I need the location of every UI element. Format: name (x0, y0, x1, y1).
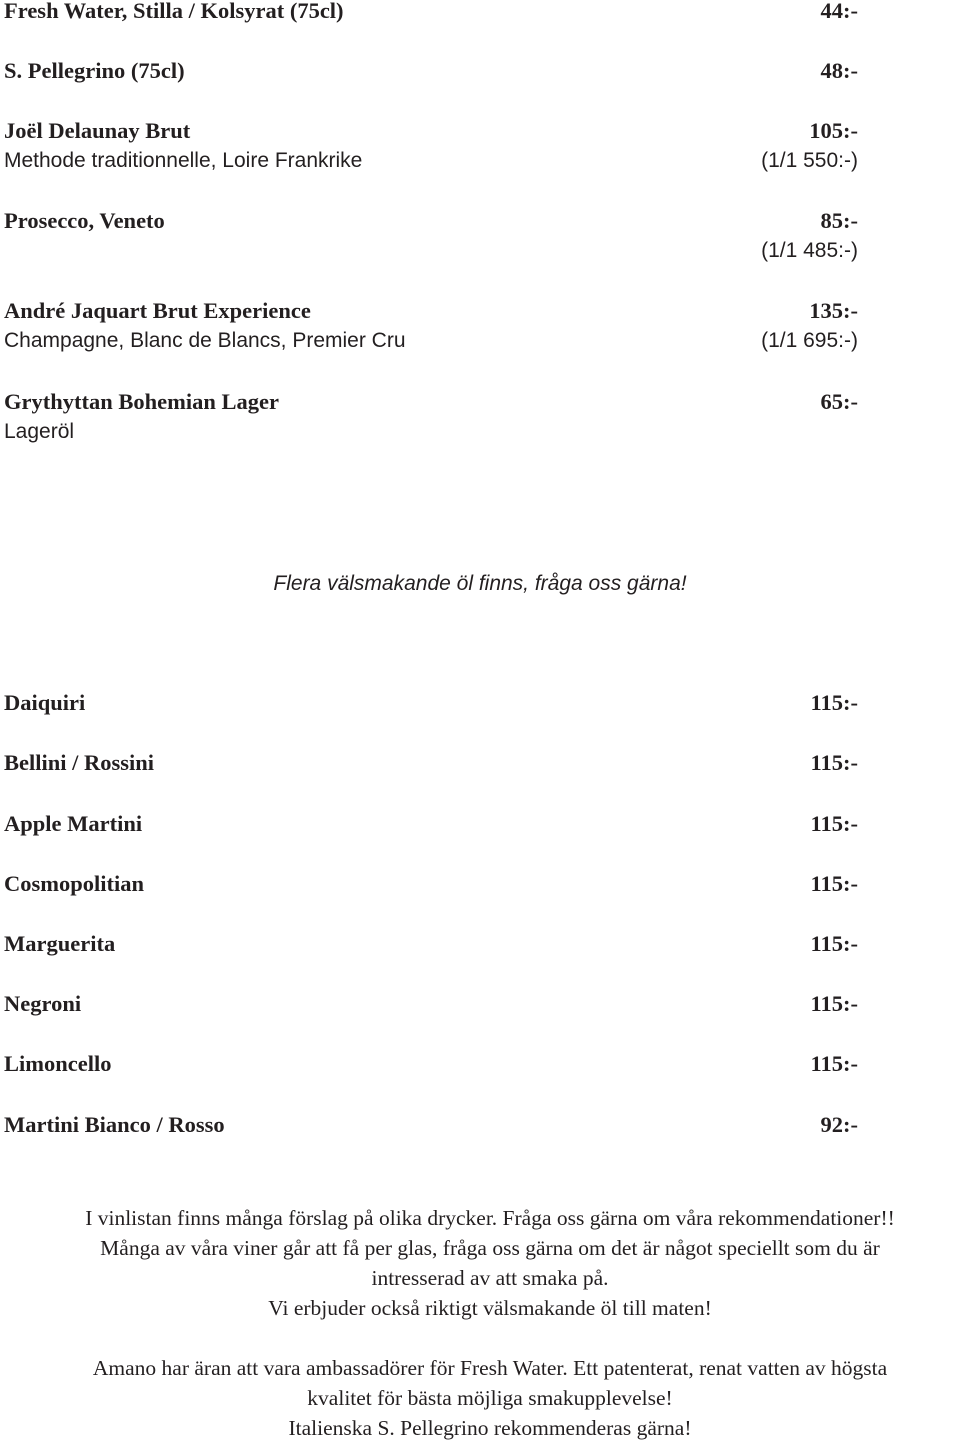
cocktail-row (4, 929, 858, 959)
drink-row (4, 206, 858, 236)
drink-detail-row (4, 236, 858, 266)
cocktail-name: Bellini / Rossini (4, 750, 155, 775)
cocktail-name: Negroni (4, 991, 82, 1016)
drink-row (4, 116, 858, 146)
cocktail-price: 115:- (810, 1051, 858, 1076)
drink-detail-row (4, 417, 858, 447)
drink-detail-row (4, 146, 858, 176)
cocktail-price: 115:- (810, 690, 858, 715)
cocktail-name: Apple Martini (4, 811, 143, 836)
beer-note: Flera välsmakande öl finns, fråga oss gärna! (273, 572, 687, 595)
wine-info-line: I vinlistan finns många förslag på olika drycker. Fråga oss gärna om våra rekommendationer!! (85, 1206, 895, 1230)
wine-info-line: Många av våra viner går att få per glas, fråga oss gärna om det är något speciellt som du är (100, 1236, 880, 1260)
drink-name: Prosecco, Veneto (4, 208, 165, 233)
cocktail-name: Cosmopolitian (4, 871, 145, 896)
cocktail-price: 115:- (810, 991, 858, 1016)
cocktail-row (4, 989, 858, 1019)
drink-row (4, 296, 858, 326)
cocktail-name: Marguerita (4, 931, 116, 956)
drink-price: 44:- (820, 0, 858, 23)
drink-price: 135:- (809, 298, 858, 323)
drink-name: S. Pellegrino (75cl) (4, 58, 185, 83)
drink-price: 65:- (820, 389, 858, 414)
bottle-price: (1/1 485:-) (761, 239, 858, 262)
drink-row (4, 0, 858, 26)
cocktail-price: 115:- (810, 931, 858, 956)
wine-info-line: intresserad av att smaka på. (371, 1266, 609, 1290)
drink-detail-row (4, 326, 858, 356)
wine-info (14, 1203, 960, 1323)
drink-description: Methode traditionnelle, Loire Frankrike (4, 149, 363, 172)
drink-price: 85:- (820, 208, 858, 233)
wine-info-line: Vi erbjuder också riktigt välsmakande öl till maten! (268, 1296, 712, 1320)
water-info-line: Italienska S. Pellegrino rekommenderas gärna! (288, 1416, 692, 1440)
water-info-line: Amano har äran att vara ambassadörer för Fresh Water. Ett patenterat, renat vatten av högsta (92, 1356, 888, 1380)
cocktail-price: 92:- (820, 1112, 858, 1137)
cocktail-name: Limoncello (4, 1051, 112, 1076)
drink-price: 48:- (820, 58, 858, 83)
water-info (14, 1353, 960, 1443)
cocktail-row (4, 688, 858, 718)
drink-row (4, 56, 858, 86)
cocktail-price: 115:- (810, 811, 858, 836)
bottle-price: (1/1 550:-) (761, 149, 858, 172)
cocktail-row (4, 869, 858, 899)
drink-description: Champagne, Blanc de Blancs, Premier Cru (4, 329, 406, 352)
drink-name: André Jaquart Brut Experience (4, 298, 311, 323)
cocktail-row (4, 1110, 858, 1140)
cocktail-row (4, 809, 858, 839)
drink-name: Grythyttan Bohemian Lager (4, 389, 279, 414)
bottle-price: (1/1 695:-) (761, 329, 858, 352)
water-info-line: kvalitet för bästa möjliga smakupplevelse! (307, 1386, 673, 1410)
cocktail-row (4, 1049, 858, 1079)
cocktail-name: Martini Bianco / Rosso (4, 1112, 225, 1137)
cocktail-price: 115:- (810, 750, 858, 775)
cocktail-row (4, 748, 858, 778)
cocktail-name: Daiquiri (4, 690, 86, 715)
drink-name: Joël Delaunay Brut (4, 118, 191, 143)
drink-row (4, 387, 858, 417)
drink-price: 105:- (809, 118, 858, 143)
cocktail-price: 115:- (810, 871, 858, 896)
drink-name: Fresh Water, Stilla / Kolsyrat (75cl) (4, 0, 344, 23)
drink-description: Lageröl (4, 420, 75, 443)
